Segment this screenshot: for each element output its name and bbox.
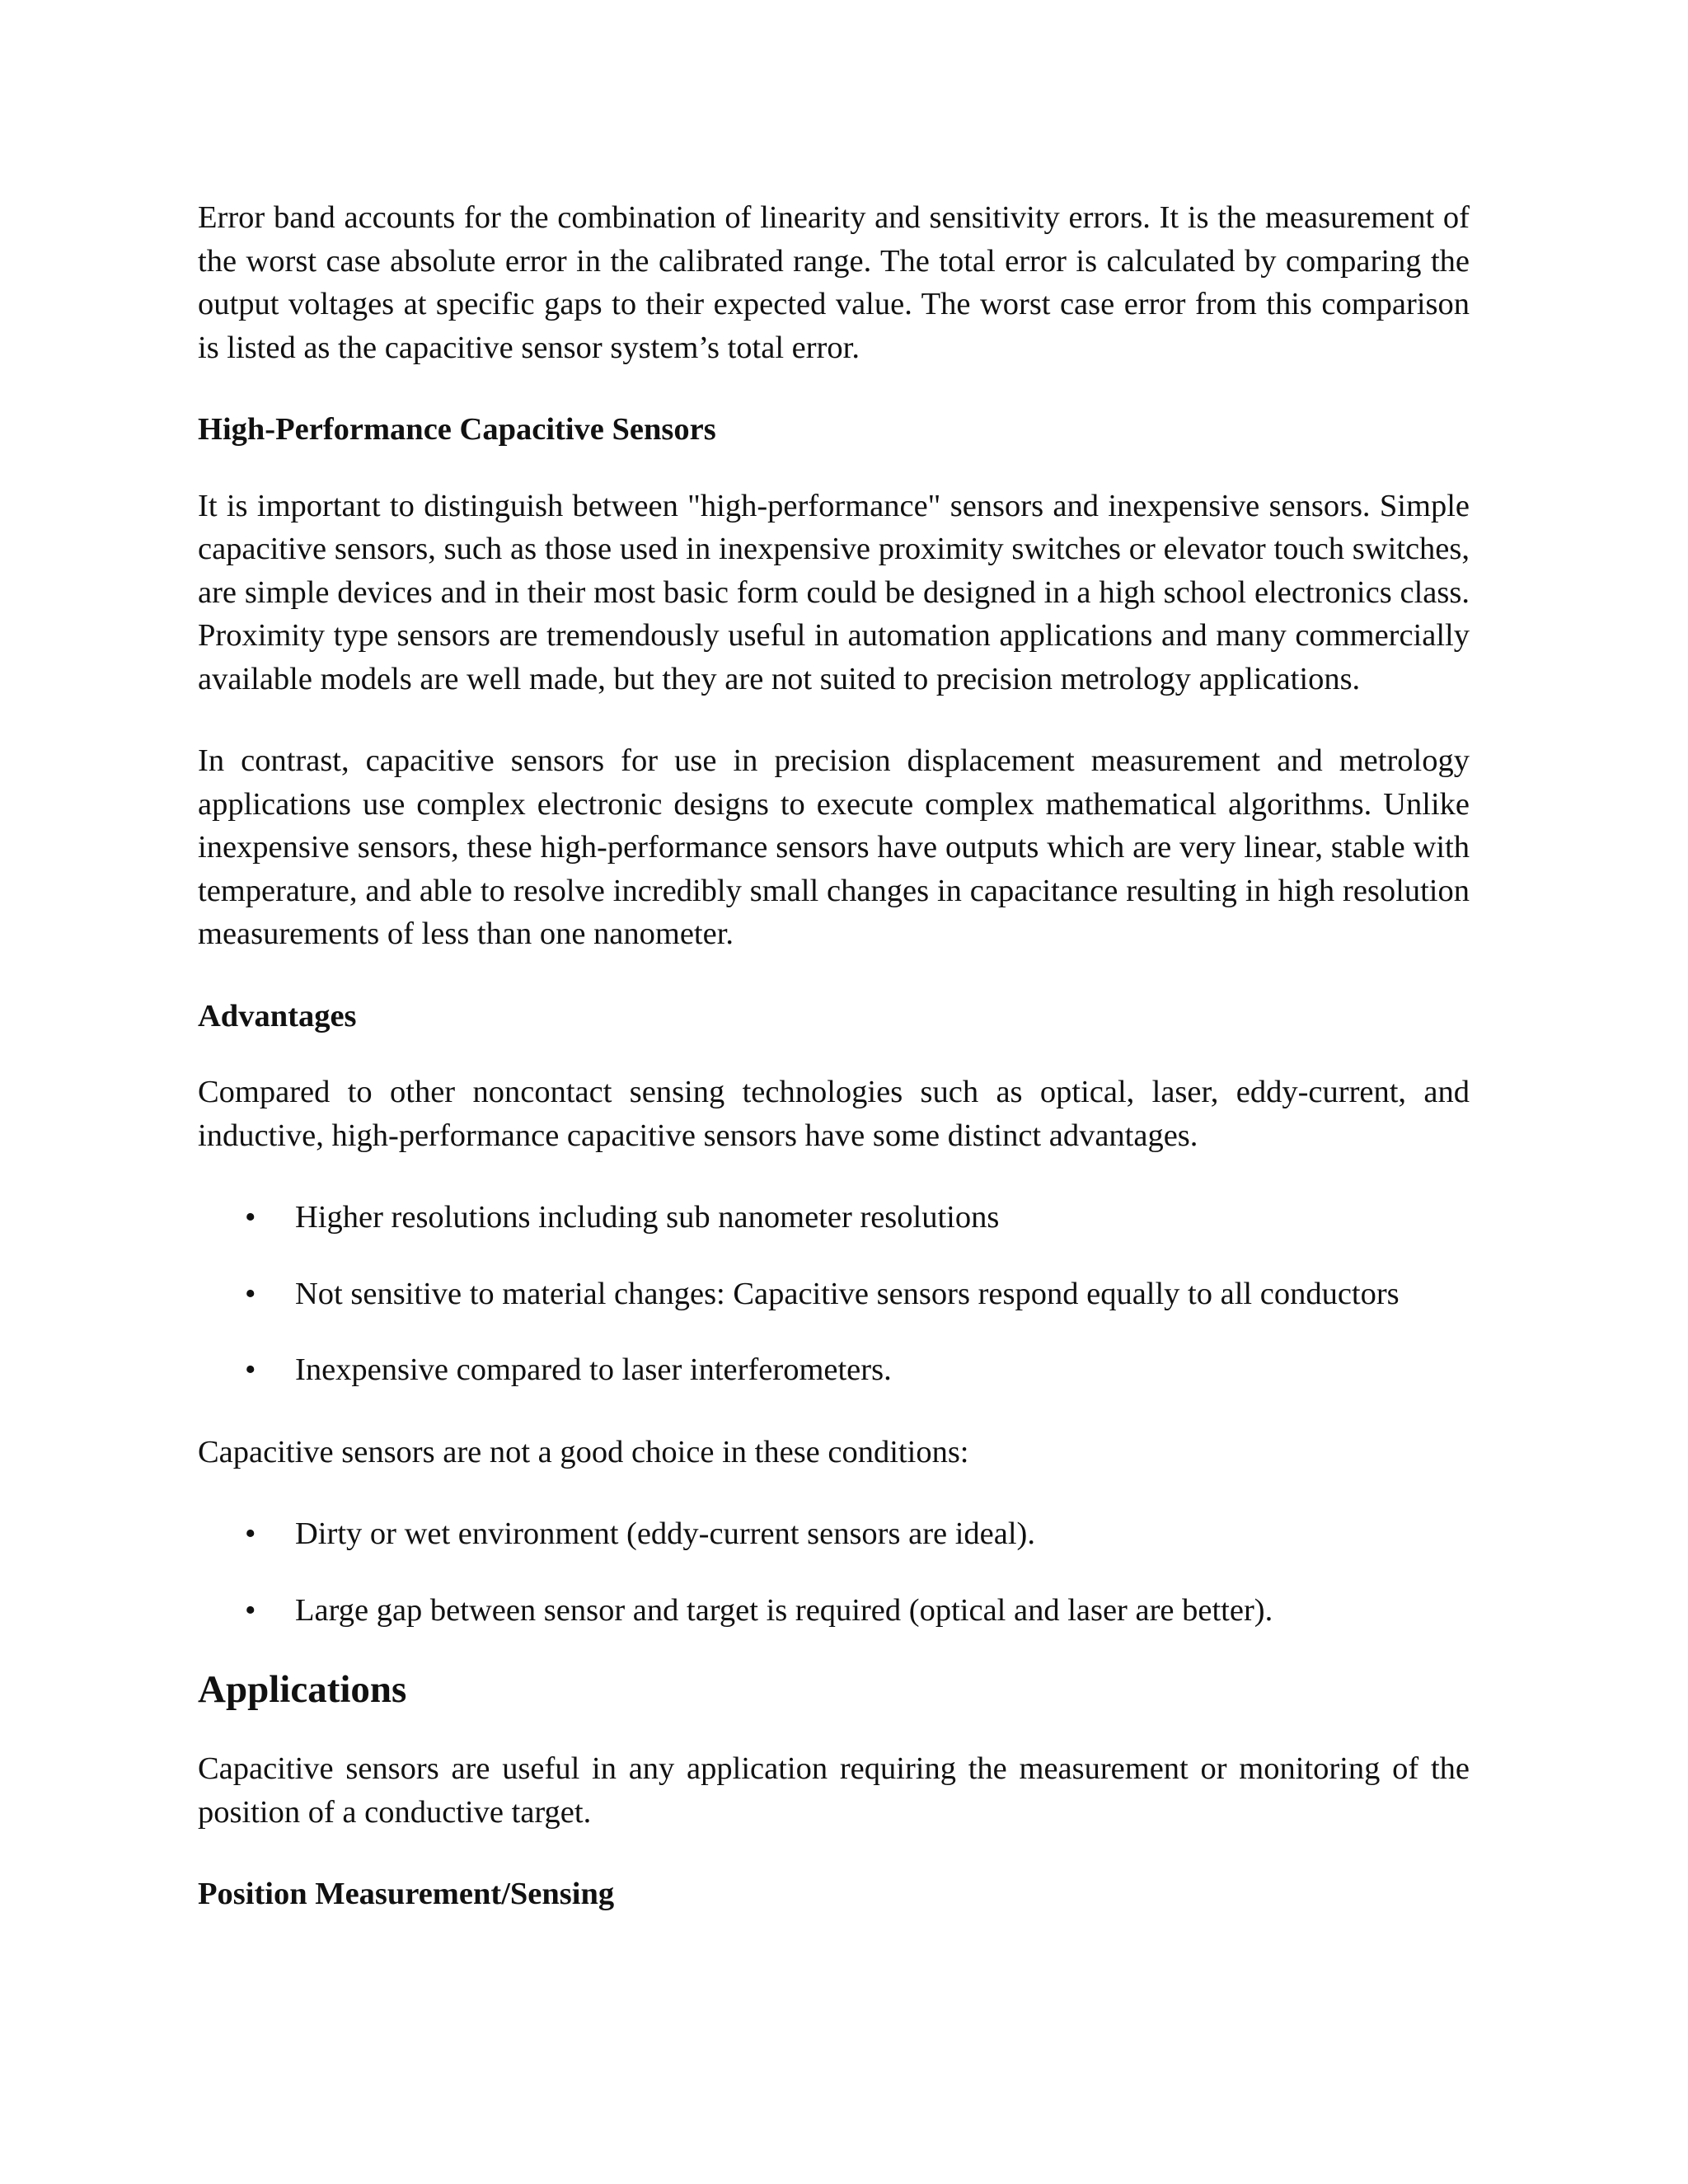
advantages-heading: Advantages — [198, 998, 357, 1033]
list-item-text: Dirty or wet environment (eddy-current sensors are ideal). — [295, 1516, 1036, 1551]
list-item-text: Higher resolutions including sub nanometer resolutions — [295, 1200, 1000, 1235]
advantages-intro-paragraph: Compared to other noncontact sensing technologies such as optical, laser, eddy-current, and inductive, high-performance capacitive sensors have some distinct advantages. — [198, 1075, 1470, 1153]
not-good-list — [198, 1512, 1470, 1632]
list-item — [198, 1196, 1470, 1240]
list-item-text: Not sensitive to material changes: Capacitive sensors respond equally to all conductors — [295, 1276, 1400, 1311]
list-item — [198, 1272, 1470, 1316]
list-item — [198, 1348, 1470, 1392]
list-item — [198, 1589, 1470, 1633]
position-measurement-heading: Position Measurement/Sensing — [198, 1877, 615, 1911]
high-performance-contrast-paragraph: In contrast, capacitive sensors for use in precision displacement measurement and metrology applications use complex electronic designs to execute complex mathematical algorithms. Unlike inexpensive sensors, these high-performance sensors have outputs which are very linear, stable with temperature, and able to resolve incredibly small changes in capacitance resulting in high resolution measurements of less than one nanometer. — [198, 743, 1470, 951]
high-performance-heading: High-Performance Capacitive Sensors — [198, 412, 716, 447]
applications-heading: Applications — [198, 1668, 407, 1711]
list-item-text: Inexpensive compared to laser interferometers. — [295, 1352, 892, 1387]
advantages-list — [198, 1196, 1470, 1392]
document-page — [198, 196, 1470, 1916]
not-good-intro-paragraph: Capacitive sensors are not a good choice in these conditions: — [198, 1434, 969, 1469]
error-band-paragraph: Error band accounts for the combination of linearity and sensitivity errors. It is the measurement of the worst case absolute error in the calibrated range. The total error is calculated by comparing the output voltages at specific gaps to their expected value. The worst case error from this comparison is listed as the capacitive sensor system’s total error. — [198, 200, 1470, 365]
bullet-icon: • — [245, 1352, 256, 1387]
bullet-icon: • — [245, 1516, 256, 1551]
high-performance-intro-paragraph: It is important to distinguish between "high-performance" sensors and inexpensive sensors. Simple capacitive sensors, such as those used in inexpensive proximity switches or elevator touch switches, are simple devices and in their most basic form could be designed in a high school electronics class. Proximity type sensors are tremendously useful in automation applications and many commercially available models are well made, but they are not suited to precision metrology applications. — [198, 488, 1470, 696]
applications-intro-paragraph: Capacitive sensors are useful in any application requiring the measurement or monitoring of the position of a conductive target. — [198, 1751, 1470, 1830]
list-item — [198, 1512, 1470, 1556]
bullet-icon: • — [245, 1200, 256, 1235]
list-item-text: Large gap between sensor and target is required (optical and laser are better). — [295, 1592, 1273, 1628]
bullet-icon: • — [245, 1592, 256, 1628]
bullet-icon: • — [245, 1276, 256, 1311]
